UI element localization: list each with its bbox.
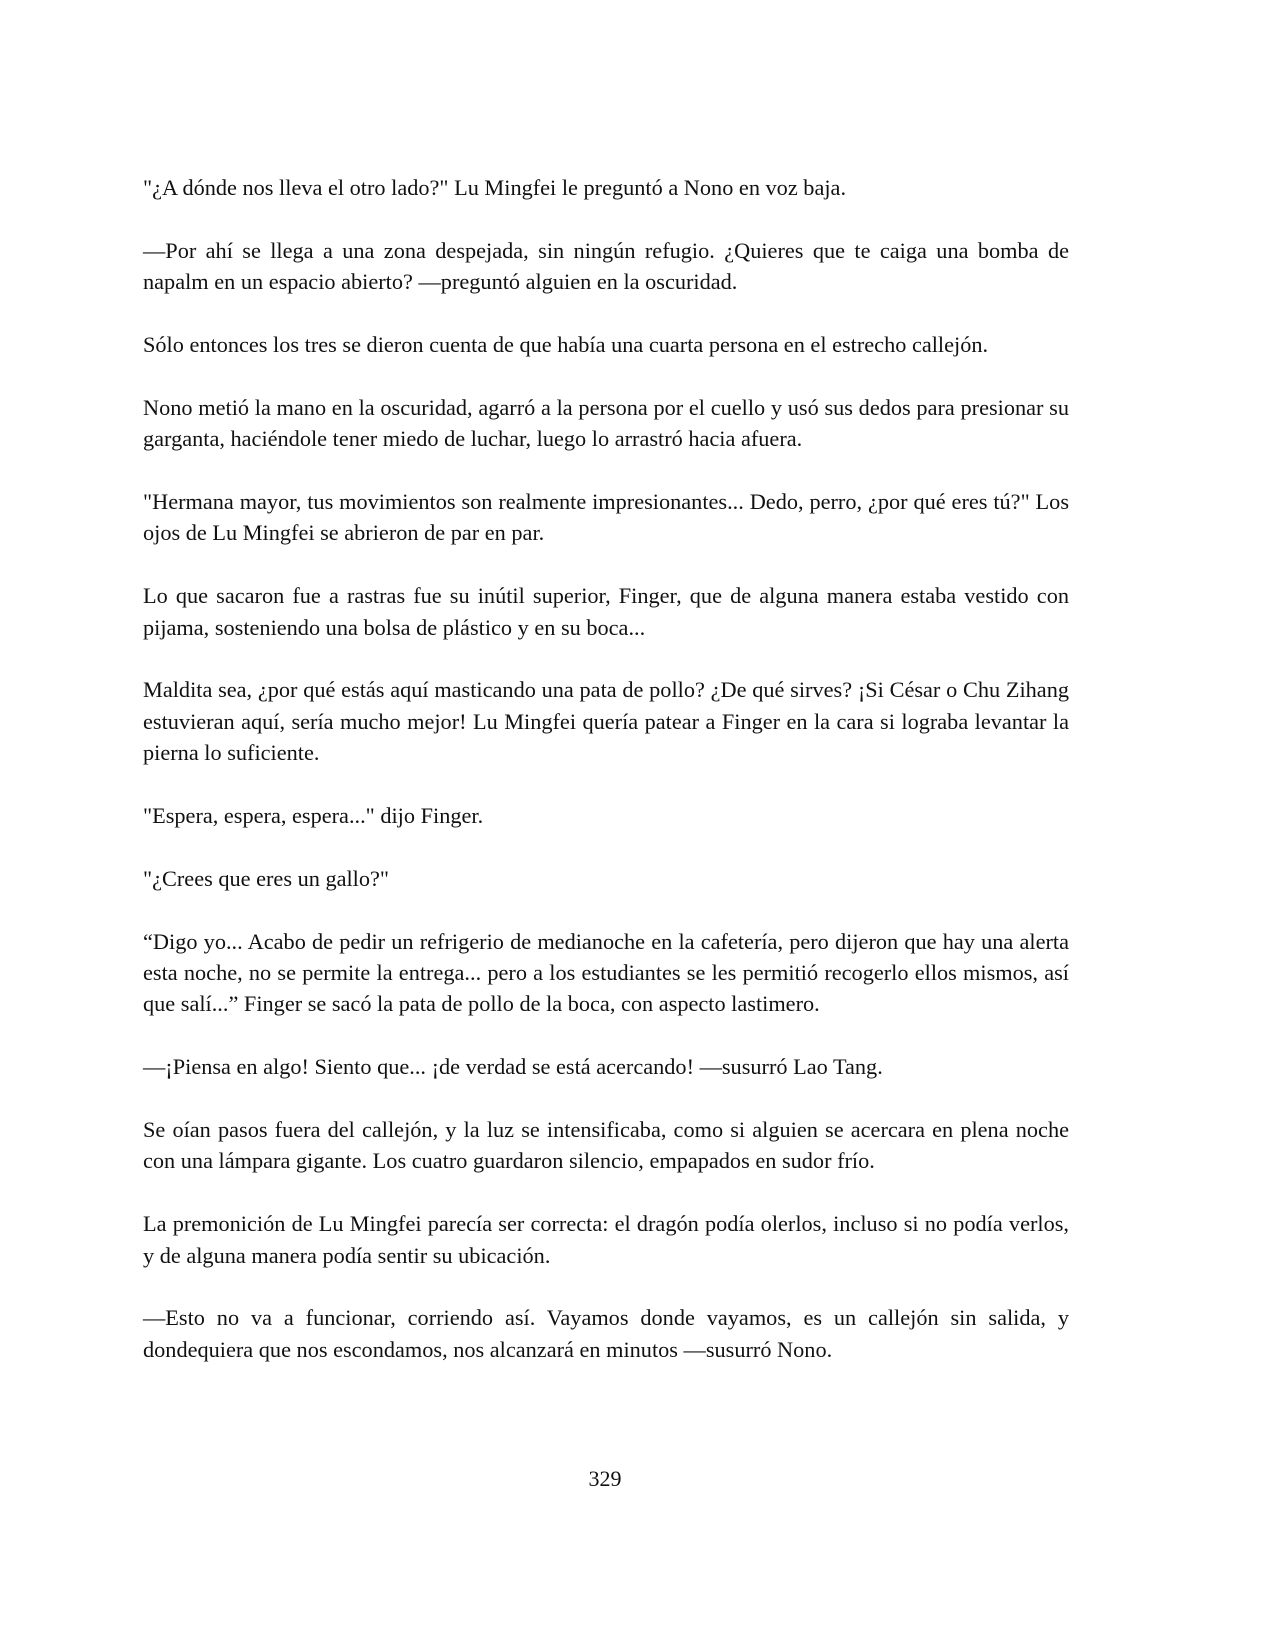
- paragraph: La premonición de Lu Mingfei parecía ser correcta: el dragón podía olerlos, incluso si no podía verlos, y de alguna manera podía sentir su ubicación.: [143, 1211, 1069, 1268]
- paragraph: "¿A dónde nos lleva el otro lado?" Lu Mingfei le preguntó a Nono en voz baja.: [143, 175, 847, 200]
- paragraph: —¡Piensa en algo! Siento que... ¡de verdad se está acercando! —susurró Lao Tang.: [143, 1054, 883, 1080]
- paragraph: Nono metió la mano en la oscuridad, agarró a la persona por el cuello y usó sus dedos para presionar su garganta, haciéndole tener miedo de luchar, luego lo arrastró hacia afuera.: [143, 394, 1069, 452]
- paragraph: —Por ahí se llega a una zona despejada, sin ningún refugio. ¿Quieres que te caiga una bomba de napalm en un espacio abierto? —preguntó alguien en la oscuridad.: [143, 237, 1069, 295]
- paragraph: "¿Crees que eres un gallo?": [143, 865, 390, 891]
- paragraph: Sólo entonces los tres se dieron cuenta de que había una cuarta persona en el estrecho callejón.: [143, 332, 989, 357]
- paragraph: Maldita sea, ¿por qué estás aquí masticando una pata de pollo? ¿De qué sirves? ¡Si César o Chu Zihang estuvieran aquí, sería mucho mejor! Lu Mingfei quería patear a Finger en la cara si lograba levantar la pierna lo suficiente.: [143, 677, 1069, 766]
- page-body: [143, 172, 1069, 1397]
- paragraph: Lo que sacaron fue a rastras fue su inútil superior, Finger, que de alguna manera estaba vestido con pijama, sosteniendo una bolsa de plástico y en su boca...: [143, 583, 1069, 640]
- paragraph: Se oían pasos fuera del callejón, y la luz se intensificaba, como si alguien se acercara en plena noche con una lámpara gigante. Los cuatro guardaron silencio, empapados en sudor frío.: [143, 1117, 1069, 1174]
- paragraph: "Hermana mayor, tus movimientos son realmente impresionantes... Dedo, perro, ¿por qué eres tú?" Los ojos de Lu Mingfei se abrieron de par en par.: [143, 489, 1069, 546]
- page-number: 329: [588, 1466, 622, 1491]
- paragraph: “Digo yo... Acabo de pedir un refrigerio de medianoche en la cafetería, pero dijeron que hay una alerta esta noche, no se permite la entrega... pero a los estudiantes se les permitió recogerlo ellos mismos, así que salí...” Finger se sacó la pata de pollo de la boca, con aspecto lastimero.: [143, 928, 1069, 1017]
- paragraph: "Espera, espera, espera..." dijo Finger.: [143, 803, 484, 829]
- paragraph: —Esto no va a funcionar, corriendo así. Vayamos donde vayamos, es un callejón sin salida, y dondequiera que nos escondamos, nos alcanzará en minutos —susurró Nono.: [143, 1305, 1069, 1362]
